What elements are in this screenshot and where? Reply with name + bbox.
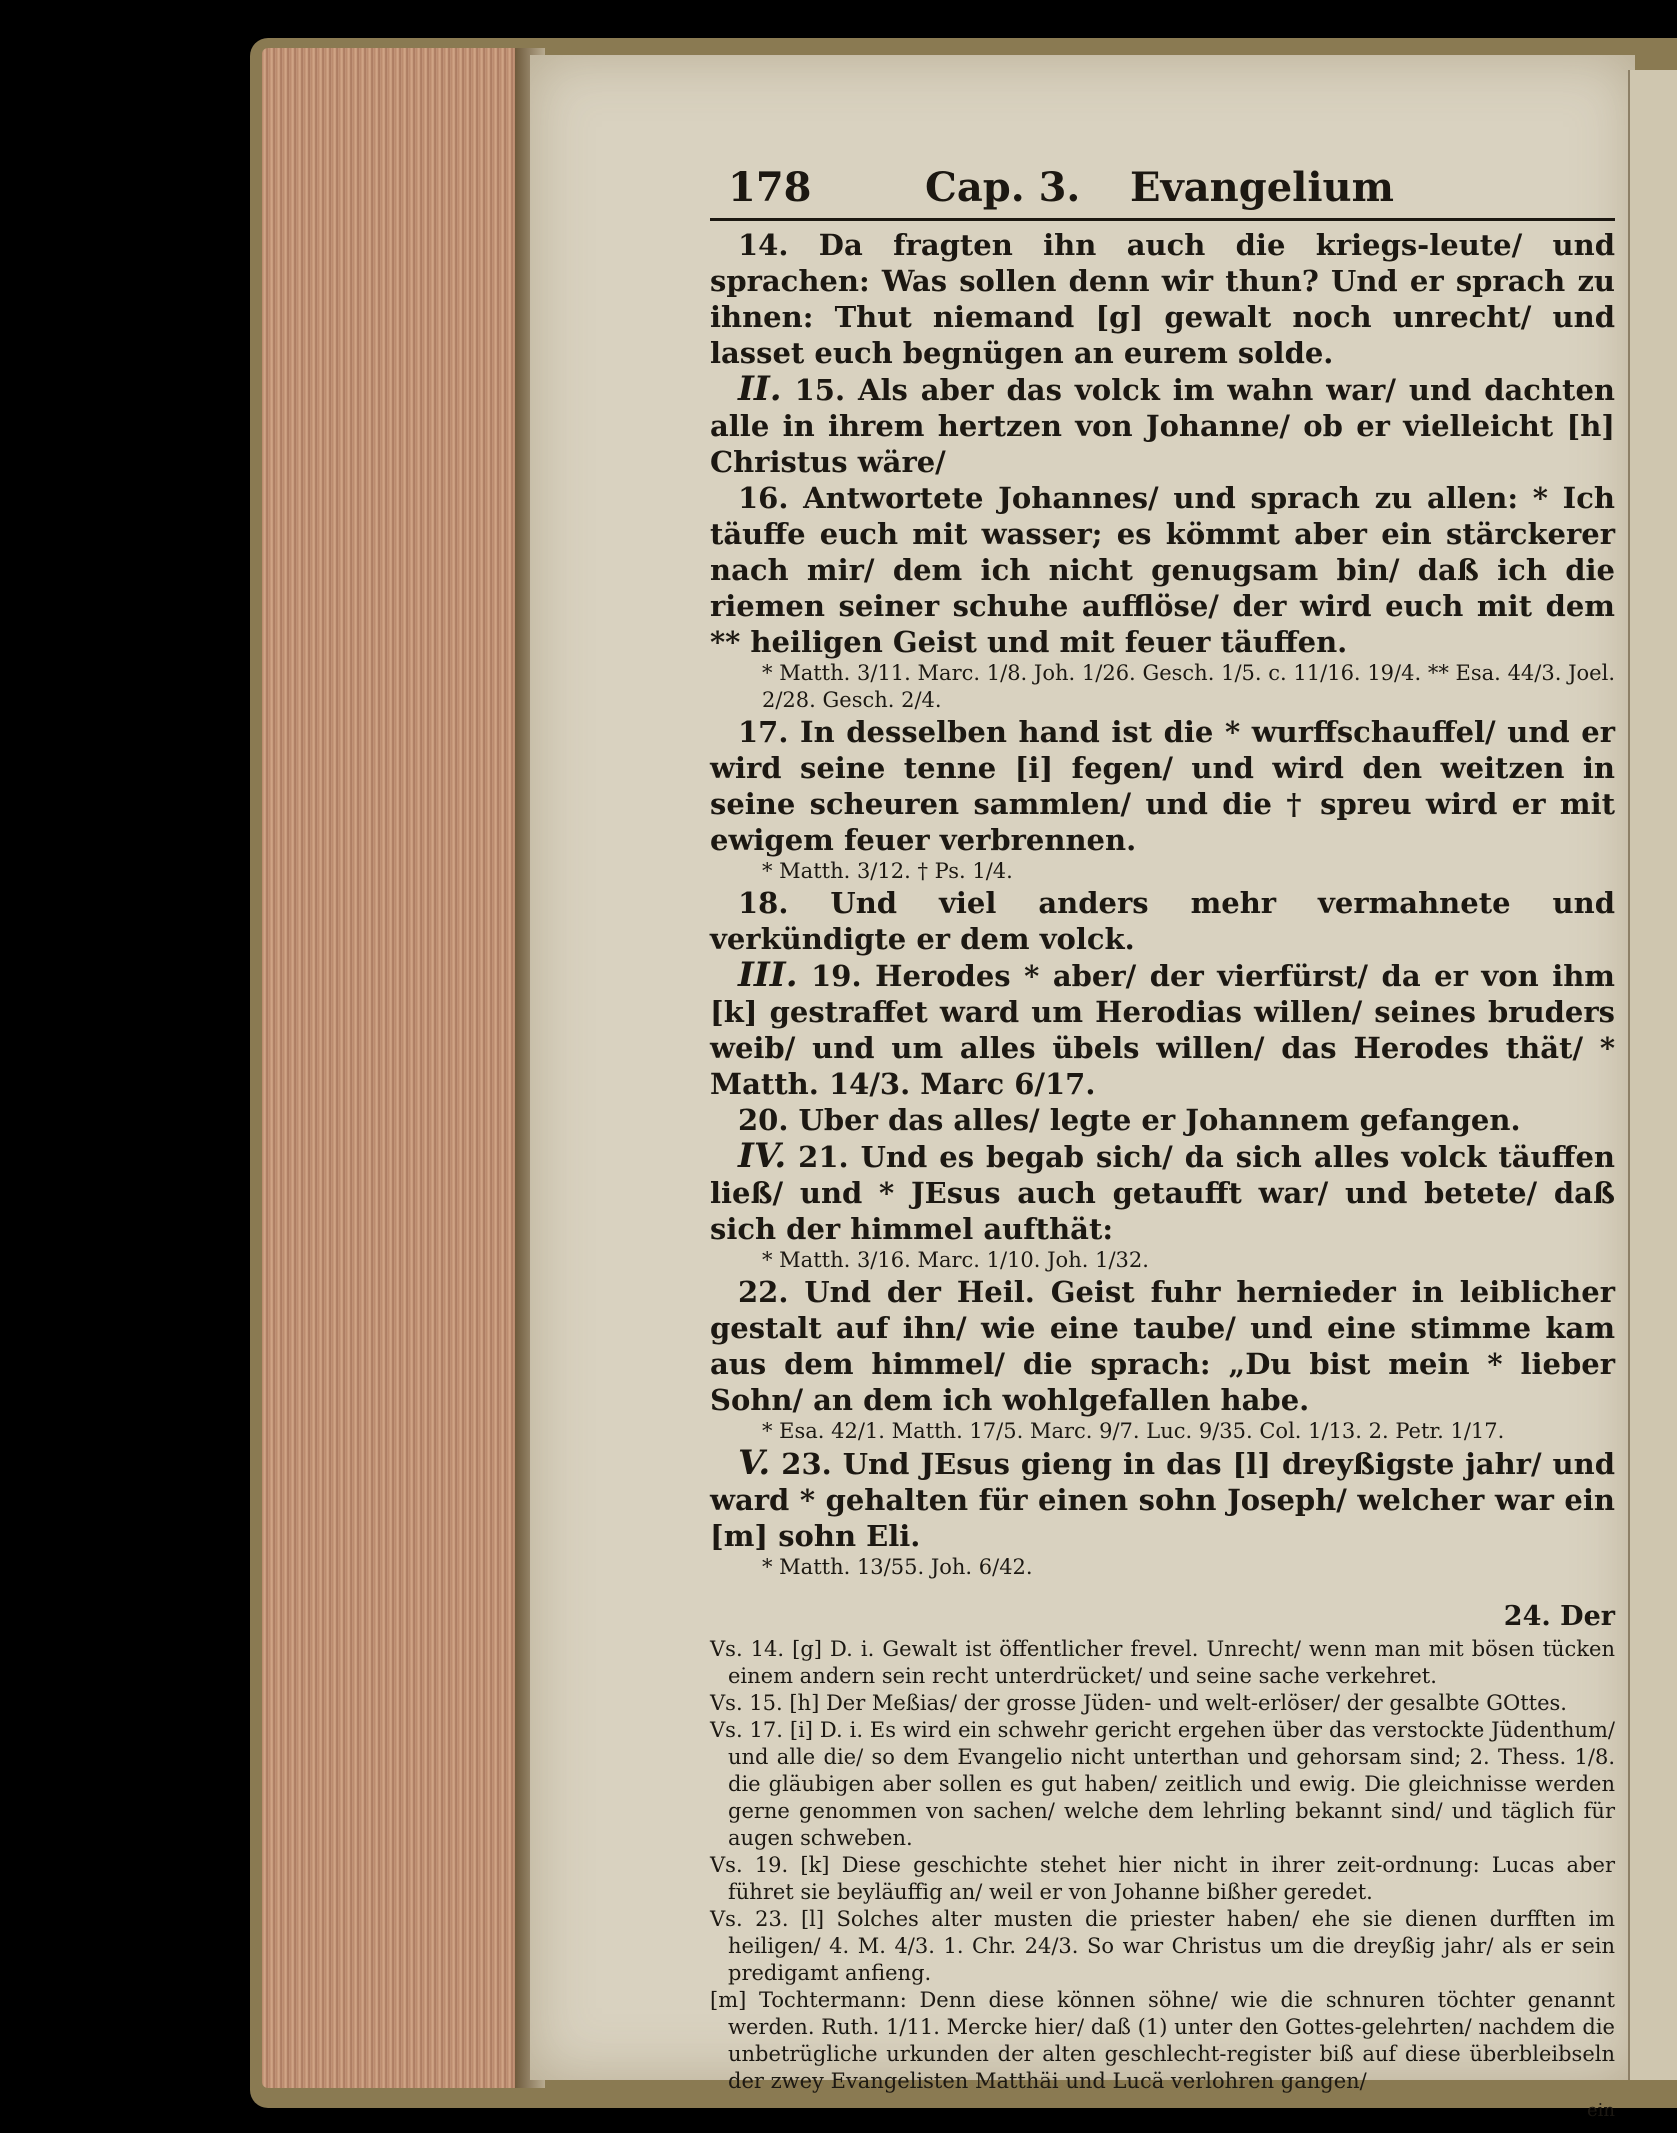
verse: III. 19. Herodes * aber/ der vierfürst/ da er von ihm [k] gestraffet ward um Herodias willen/ seines bruders weib/ und um alles übels willen/ das Herodes thät/ * Matth. 14/3. Marc 6/17.: [710, 955, 1615, 1101]
section-numeral: III.: [738, 955, 798, 995]
section-numeral: V.: [738, 1443, 771, 1483]
verse: 20. Uber das alles/ legte er Johannem gefangen.: [738, 1103, 1521, 1137]
footnote-catchword: ein: [1586, 2100, 1615, 2121]
cross-reference: * Matth. 3/11. Marc. 1/8. Joh. 1/26. Gesch. 1/5. c. 11/16. 19/4. ** Esa. 44/3. Joel. 2/28. Gesch. 2/4.: [762, 661, 1615, 712]
facing-page-edge: [1628, 70, 1677, 2080]
footnote: Vs. 19. [k] Diese geschichte stehet hier nicht in ihrer zeit-ordnung: Lucas aber führet sie beyläuffig an/ weil er von Johanne bißher geredet.: [710, 1853, 1615, 1904]
footnote: Vs. 23. [l] Solches alter musten die priester haben/ ehe sie dienen durfften im heiligen/ 4. M. 4/3. 1. Chr. 24/3. So war Christus um die dreyßig jahr/ als er sein predigamt anfieng.: [710, 1907, 1615, 1985]
running-header: [710, 160, 1615, 221]
footnotes: [710, 1636, 1615, 2124]
page-number: 178: [728, 164, 812, 211]
running-title: Evangelium: [1130, 164, 1394, 211]
section-numeral: II.: [738, 369, 782, 409]
cross-reference: * Esa. 42/1. Matth. 17/5. Marc. 9/7. Luc. 9/35. Col. 1/13. 2. Petr. 1/17.: [762, 1419, 1505, 1443]
cross-reference: * Matth. 3/16. Marc. 1/10. Joh. 1/32.: [762, 1248, 1149, 1272]
footnote: [m] Tochtermann: Denn diese können söhne/ wie die schnuren töchter genannt werden. Ruth. 1/11. Mercke hier/ daß (1) unter den Gottes-gelehrten/ nachdem die unbetrügliche urkunden der alten geschlecht-register biß auf diese überbleibseln der zwey Evangelisten Matthäi und Lucä verlohren gangen/: [710, 1988, 1615, 2093]
verse: 17. In desselben hand ist die * wurffschauffel/ und er wird seine tenne [i] fegen/ und wird den weitzen in seine scheuren sammlen/ und die † spreu wird er mit ewigem feuer verbrennen.: [710, 715, 1615, 857]
section-numeral: IV.: [738, 1136, 787, 1176]
verse: 22. Und der Heil. Geist fuhr hernieder in leiblicher gestalt auf ihn/ wie eine taube/ und eine stimme kam aus dem himmel/ die sprach: „Du bist mein * lieber Sohn/ an dem ich wohlgefallen habe.: [710, 1275, 1615, 1417]
verse: 18. Und viel anders mehr vermahnete und verkündigte er dem volck.: [710, 886, 1615, 956]
footnote: Vs. 14. [g] D. i. Gewalt ist öffentlicher frevel. Unrecht/ wenn man mit bösen tücken einem andern sein recht unterdrücket/ und seine sache verkehret.: [710, 1637, 1615, 1688]
verse: V. 23. Und JEsus gieng in das [l] dreyßigste jahr/ und ward * gehalten für einen sohn Joseph/ welcher war ein [m] sohn Eli.: [710, 1443, 1615, 1553]
footnote: Vs. 17. [i] D. i. Es wird ein schwehr gericht ergehen über das verstockte Jüdenthum/ und alle die/ so dem Evangelio nicht unterthan und gehorsam sind; 2. Thess. 1/8. die gläubigen aber sollen es gut haben/ zeitlich und ewig. Die gleichnisse werden gerne genommen von sachen/ welche dem lehrling bekannt sind/ und täglich für augen schweben.: [710, 1718, 1615, 1850]
page-edges: [262, 48, 532, 2088]
verse-block: [710, 227, 1615, 1581]
footnote: Vs. 15. [h] Der Meßias/ der grosse Jüden- und welt-erlöser/ der gesalbte GOttes.: [710, 1691, 1567, 1715]
verse: 16. Antwortete Johannes/ und sprach zu allen: * Ich täuffe euch mit wasser; es kömmt aber ein stärckerer nach mir/ dem ich nicht genugsam bin/ daß ich die riemen seiner schuhe aufflöse/ der wird euch mit dem ** heiligen Geist und mit feuer täuffen.: [710, 481, 1615, 659]
cross-reference: * Matth. 13/55. Joh. 6/42.: [762, 1555, 1033, 1579]
verse: II. 15. Als aber das volck im wahn war/ und dachten alle in ihrem hertzen von Johanne/ ob er vielleicht [h] Christus wäre/: [710, 369, 1615, 479]
verse: IV. 21. Und es begab sich/ da sich alles volck täuffen ließ/ und * JEsus auch getaufft war/ und betete/ daß sich der himmel aufthät:: [710, 1136, 1615, 1246]
chapter-label: Cap. 3.: [925, 164, 1081, 211]
catchword: 24. Der: [1503, 1601, 1615, 1632]
verse: 14. Da fragten ihn auch die kriegs-leute/ und sprachen: Was sollen denn wir thun? Und er sprach zu ihnen: Thut niemand [g] gewalt noch unrecht/ und lasset euch begnügen an eurem solde.: [710, 228, 1615, 370]
cross-reference: * Matth. 3/12. † Ps. 1/4.: [762, 859, 1013, 883]
page-content: [710, 160, 1615, 2124]
